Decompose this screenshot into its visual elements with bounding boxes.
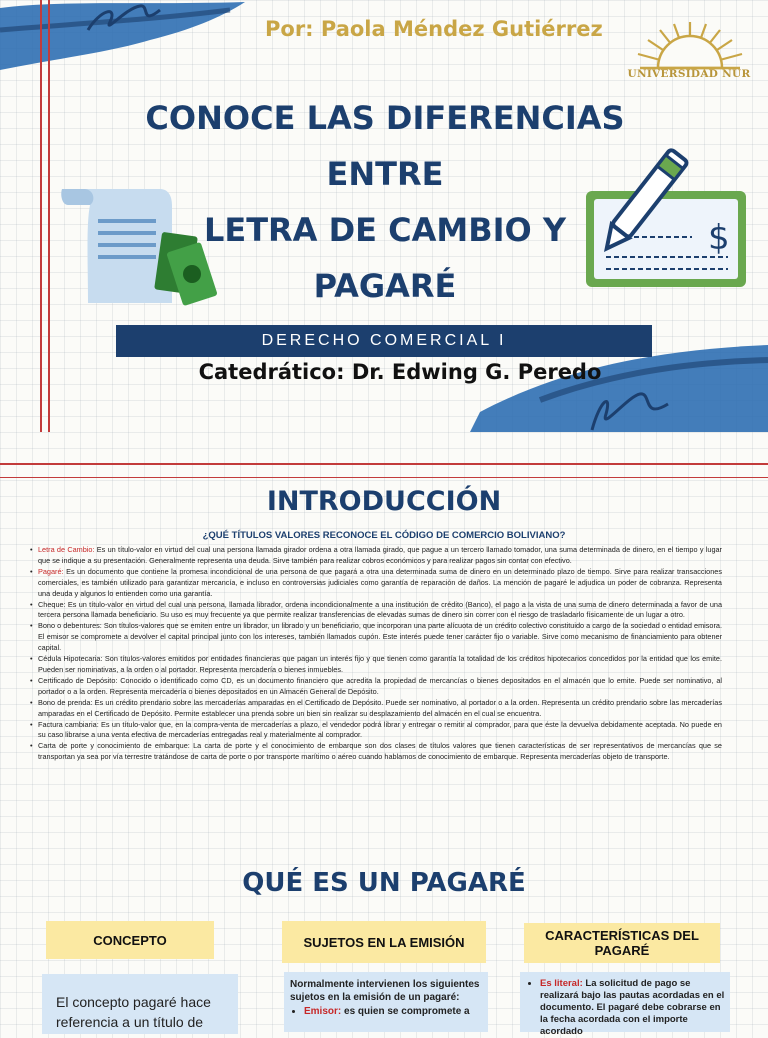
item-text: Es un título-valor en virtud del cual una persona llamada girador ordena a otra llamada girado, que pague a un tercero llamado tomador, una suma determinada de dinero, en el tiempo y lugar que se indique a su presentación. Generalmente representa una deuda. Sirve también para realizar cobros económicos y para realizar pagos sin contar con efectivo. (38, 545, 722, 565)
title-line: PAGARÉ (313, 267, 457, 305)
title-line: ENTRE (326, 155, 444, 193)
list-item (30, 621, 722, 654)
pagare-section-title: QUÉ ES UN PAGARÉ (242, 868, 526, 898)
title-line: LETRA DE CAMBIO Y (203, 211, 567, 249)
cover-section (0, 0, 768, 432)
item-term: Emisor: (304, 1006, 342, 1017)
course-banner: DERECHO COMERCIAL I (116, 325, 652, 357)
concept-text: El concepto pagaré hace referencia a un título de (56, 994, 211, 1030)
list-item (30, 654, 722, 676)
list-item (30, 567, 722, 600)
item-text: Es un documento que contiene la promesa incondicional de una persona de que pagará a otra una determinada suma de dinero en un determinado plazo de tiempo. Sirve para realizar transacciones comerciales, es también utilizado para garantizar mercancía, e incluso en controversias judiciales como garantía de reparación de daños. La mención de pagaré le adjudica un poder de cobranza. Representa una deuda y algunos lo entienden como una garantía. (38, 566, 722, 598)
concept-header: CONCEPTO (46, 921, 214, 959)
subjects-header: SUJETOS EN LA EMISIÓN (282, 921, 486, 963)
page-divider (0, 477, 768, 478)
subjects-list (290, 1006, 490, 1019)
subjects-text (290, 979, 490, 1019)
features-list (528, 978, 728, 1038)
list-item (30, 545, 722, 567)
item-text: Bono de prenda: Es un crédito prendario sobre las mercaderías amparadas en el Certificado de Depósito. Puede ser nominativo, al portador o a la orden. Representa un crédito prendario sobre las mercaderías amparadas en el Certificado de Depósito. Permite establecer una prenda sobre un bien sin realizar su desplazamiento del almacén en el cual se encuentra. (38, 697, 722, 718)
list-item (30, 698, 722, 720)
features-header: CARACTERÍSTICAS DEL PAGARÉ (524, 923, 720, 963)
title-line: CONOCE LAS DIFERENCIAS (145, 99, 625, 137)
intro-title: INTRODUCCIÓN (266, 486, 502, 517)
list-item (30, 741, 722, 763)
item-text: es quien se compromete a (341, 1006, 470, 1017)
margin-line (48, 0, 50, 432)
item-text: Carta de porte y conocimiento de embarque: La carta de porte y el conocimiento de embarque son dos clases de títulos valores que tienen características de ser representativos de mercancías que se transportan ya sea por vía terrestre tratándose de carta de porte o por transporte marítimo o aéreo cuando hablamos de conocimiento de embarque. Representa mercaderías objeto de transporte. (38, 741, 722, 762)
item-text: Certificado de Depósito: Conocido o identificado como CD, es un documento financiero que acredita la propiedad de mercancías o bienes depositados en el almacén que lo emite. Puede ser nominativo, al portador o a la orden. Representa mercadería o bienes depositados en un Almacén General de Depósito. (38, 675, 722, 696)
university-logo-text: UNIVERSIDAD NUR (627, 68, 751, 80)
item-term: Letra de Cambio: (38, 545, 95, 554)
cover-title (130, 90, 640, 314)
margin-line (40, 0, 42, 432)
list-item (30, 720, 722, 742)
intro-question: ¿QUÉ TÍTULOS VALORES RECONOCE EL CÓDIGO DE COMERCIO BOLIVIANO? (202, 530, 566, 541)
page-divider (0, 463, 768, 465)
item-text: Cédula Hipotecaria: Son títulos-valores emitidos por entidades financieras que pagan un interés fijo y que tienen como garantía la totalidad de los créditos hipotecarios concedidos por la entidad que los emite. Pueden ser nominativas, a la orden o al portador. Representa mercadería o bienes inmuebles. (38, 654, 722, 674)
list-item (540, 978, 728, 1038)
item-text: Bono o debentures: Son títulos-valores que se emiten entre un librador, un librado y un beneficiario, que incorporan una parte alícuota de un crédito colectivo constituido a cargo de la sociedad o entidad emisora. El emisor se compromete a devolver el capital principal junto con los intereses, también llamados cupón. Este interés puede tener carácter fijo o variable. Sirve como mecanismo de financiamiento para obtener capital. (38, 621, 722, 653)
author-name: Por: Paola Méndez Gutiérrez (265, 17, 603, 41)
item-term: Es literal: (540, 978, 583, 989)
features-text (528, 978, 728, 1038)
list-item (304, 1006, 490, 1019)
list-item (30, 600, 722, 622)
teacher-name: Catedrático: Dr. Edwing G. Peredo (198, 360, 602, 384)
subjects-intro: Normalmente intervienen los siguientes sujetos en la emisión de un pagaré: (290, 979, 480, 1003)
list-item (30, 676, 722, 698)
titles-list (30, 545, 722, 763)
item-text: Cheque: Es un título-valor en virtud del cual una persona, llamada librador, ordena incondicionalmente a una institución de crédito (Banco), el pago a la vista de una suma de dinero determinada a favor de una tercera persona llamada beneficiario. Su uso es muy frecuente ya que permite realizar transferencias de elevadas sumas de dinero sin correr con el riesgo de trasladarlo físicamente de un lugar a otro. (38, 599, 722, 620)
svg-text:$: $ (708, 218, 730, 258)
item-text: Factura cambiaria: Es un título-valor que, en la compra-venta de mercaderías a plazo, el vendedor podrá librar y entregar o remitir al comprador, para que éste la devuelva debidamente aceptada. No puede en su caso librarse a una venta efectiva de mercaderías entregadas real y materialmente al comprador. (38, 719, 722, 740)
item-term: Pagaré: (38, 566, 64, 576)
item-text: La solicitud de pago se realizará bajo las pautas acordadas en el documento. El pagaré debe cobrarse en la fecha acordada con el importe acordado (540, 978, 725, 1037)
